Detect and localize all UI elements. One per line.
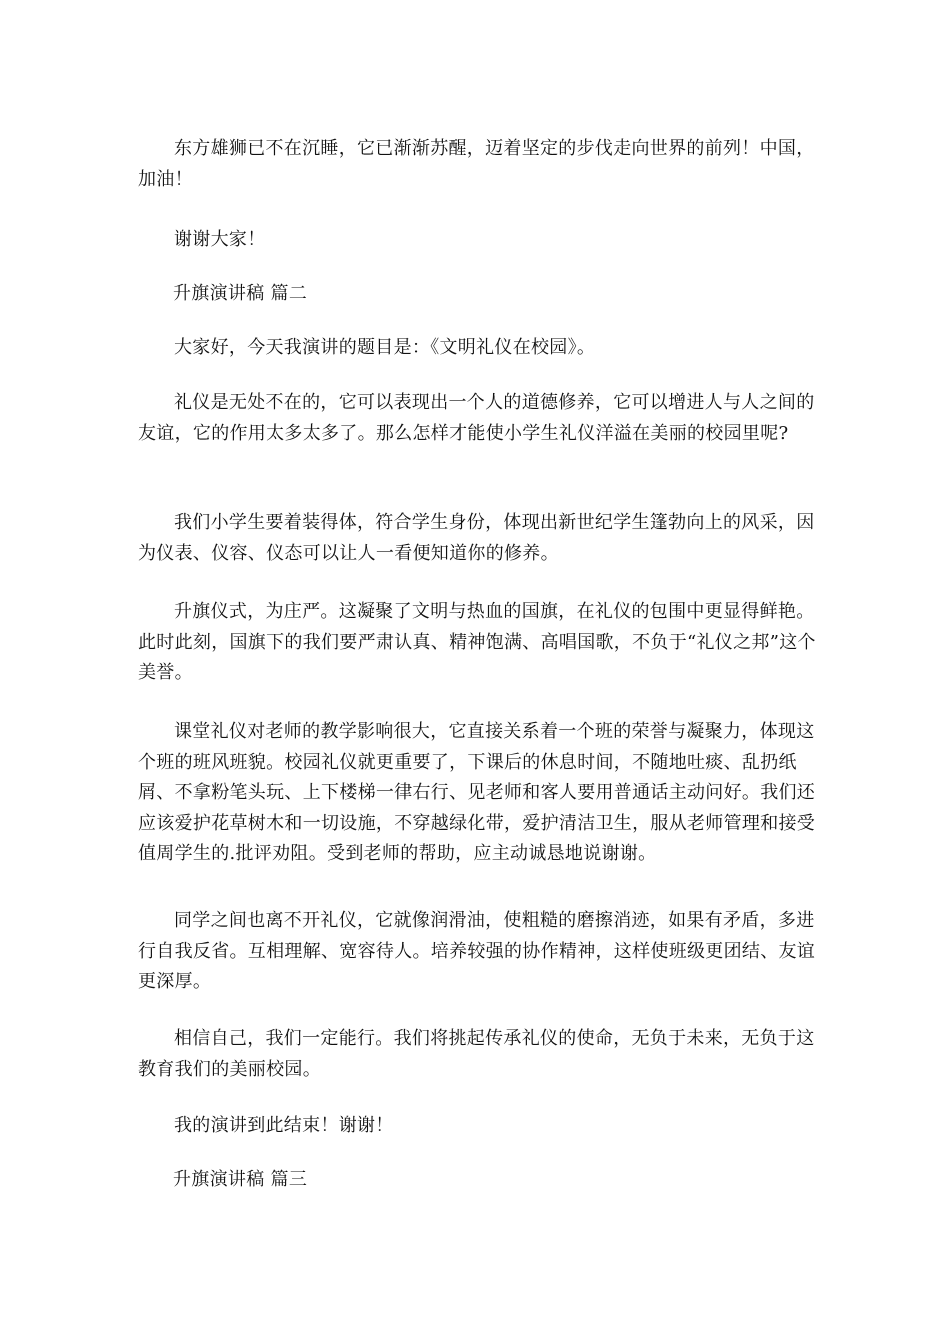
paragraph-dress-appropriately: 我们小学生要着装得体，符合学生身份，体现出新世纪学生篷勃向上的风采，因为仪表、仪容、仪态可以让人一看便知道你的修养。 xyxy=(138,512,815,564)
paragraph-speech-end: 我的演讲到此结束！谢谢！ xyxy=(174,1115,394,1136)
paragraph-classroom-etiquette: 课堂礼仪对老师的教学影响很大，它直接关系着一个班的荣誉与凝聚力，体现这个班的班风班貌。校园礼仪就更重要了，下课后的休息时间，不随地吐痰、乱扔纸屑、不拿粉笔头玩、上下楼梯一律右行、见老师和客人要用普通话主动问好。我们还应该爱护花草树木和一切设施，不穿越绿化带，爱护清洁卫生，服从老师管理和接受值周学生的.批评劝阻。受到老师的帮助，应主动诚恳地说谢谢。 xyxy=(138,721,816,864)
section-heading-part-two: 升旗演讲稿 篇二 xyxy=(173,283,308,304)
paragraph-closing-china: 东方雄狮已不在沉睡，它已渐渐苏醒，迈着坚定的步伐走向世界的前列！中国，加油！ xyxy=(138,138,815,190)
paragraph-flag-ceremony: 升旗仪式，为庄严。这凝聚了文明与热血的国旗，在礼仪的包围中更显得鲜艳。此时此刻，国旗下的我们要严肃认真、精神饱满、高唱国歌，不负于“礼仪之邦”这个美誉。 xyxy=(138,601,816,683)
paragraph-believe-yourself: 相信自己，我们一定能行。我们将挑起传承礼仪的使命，无负于未来，无负于这教育我们的美丽校园。 xyxy=(138,1028,815,1080)
section-heading-part-three: 升旗演讲稿 篇三 xyxy=(173,1169,308,1190)
paragraph-thanks: 谢谢大家！ xyxy=(174,229,266,250)
paragraph-etiquette-everywhere: 礼仪是无处不在的，它可以表现出一个人的道德修养，它可以增进人与人之间的友谊，它的作用太多太多了。那么怎样才能使小学生礼仪洋溢在美丽的校园里呢? xyxy=(138,392,815,444)
paragraph-classmates-etiquette: 同学之间也离不开礼仪，它就像润滑油，使粗糙的磨擦消迹，如果有矛盾，多进行自我反省。互相理解、宽容待人。培养较强的协作精神，这样使班级更团结、友谊更深厚。 xyxy=(138,910,816,992)
paragraph-topic-intro: 大家好，今天我演讲的题目是：《文明礼仪在校园》。 xyxy=(174,337,596,358)
